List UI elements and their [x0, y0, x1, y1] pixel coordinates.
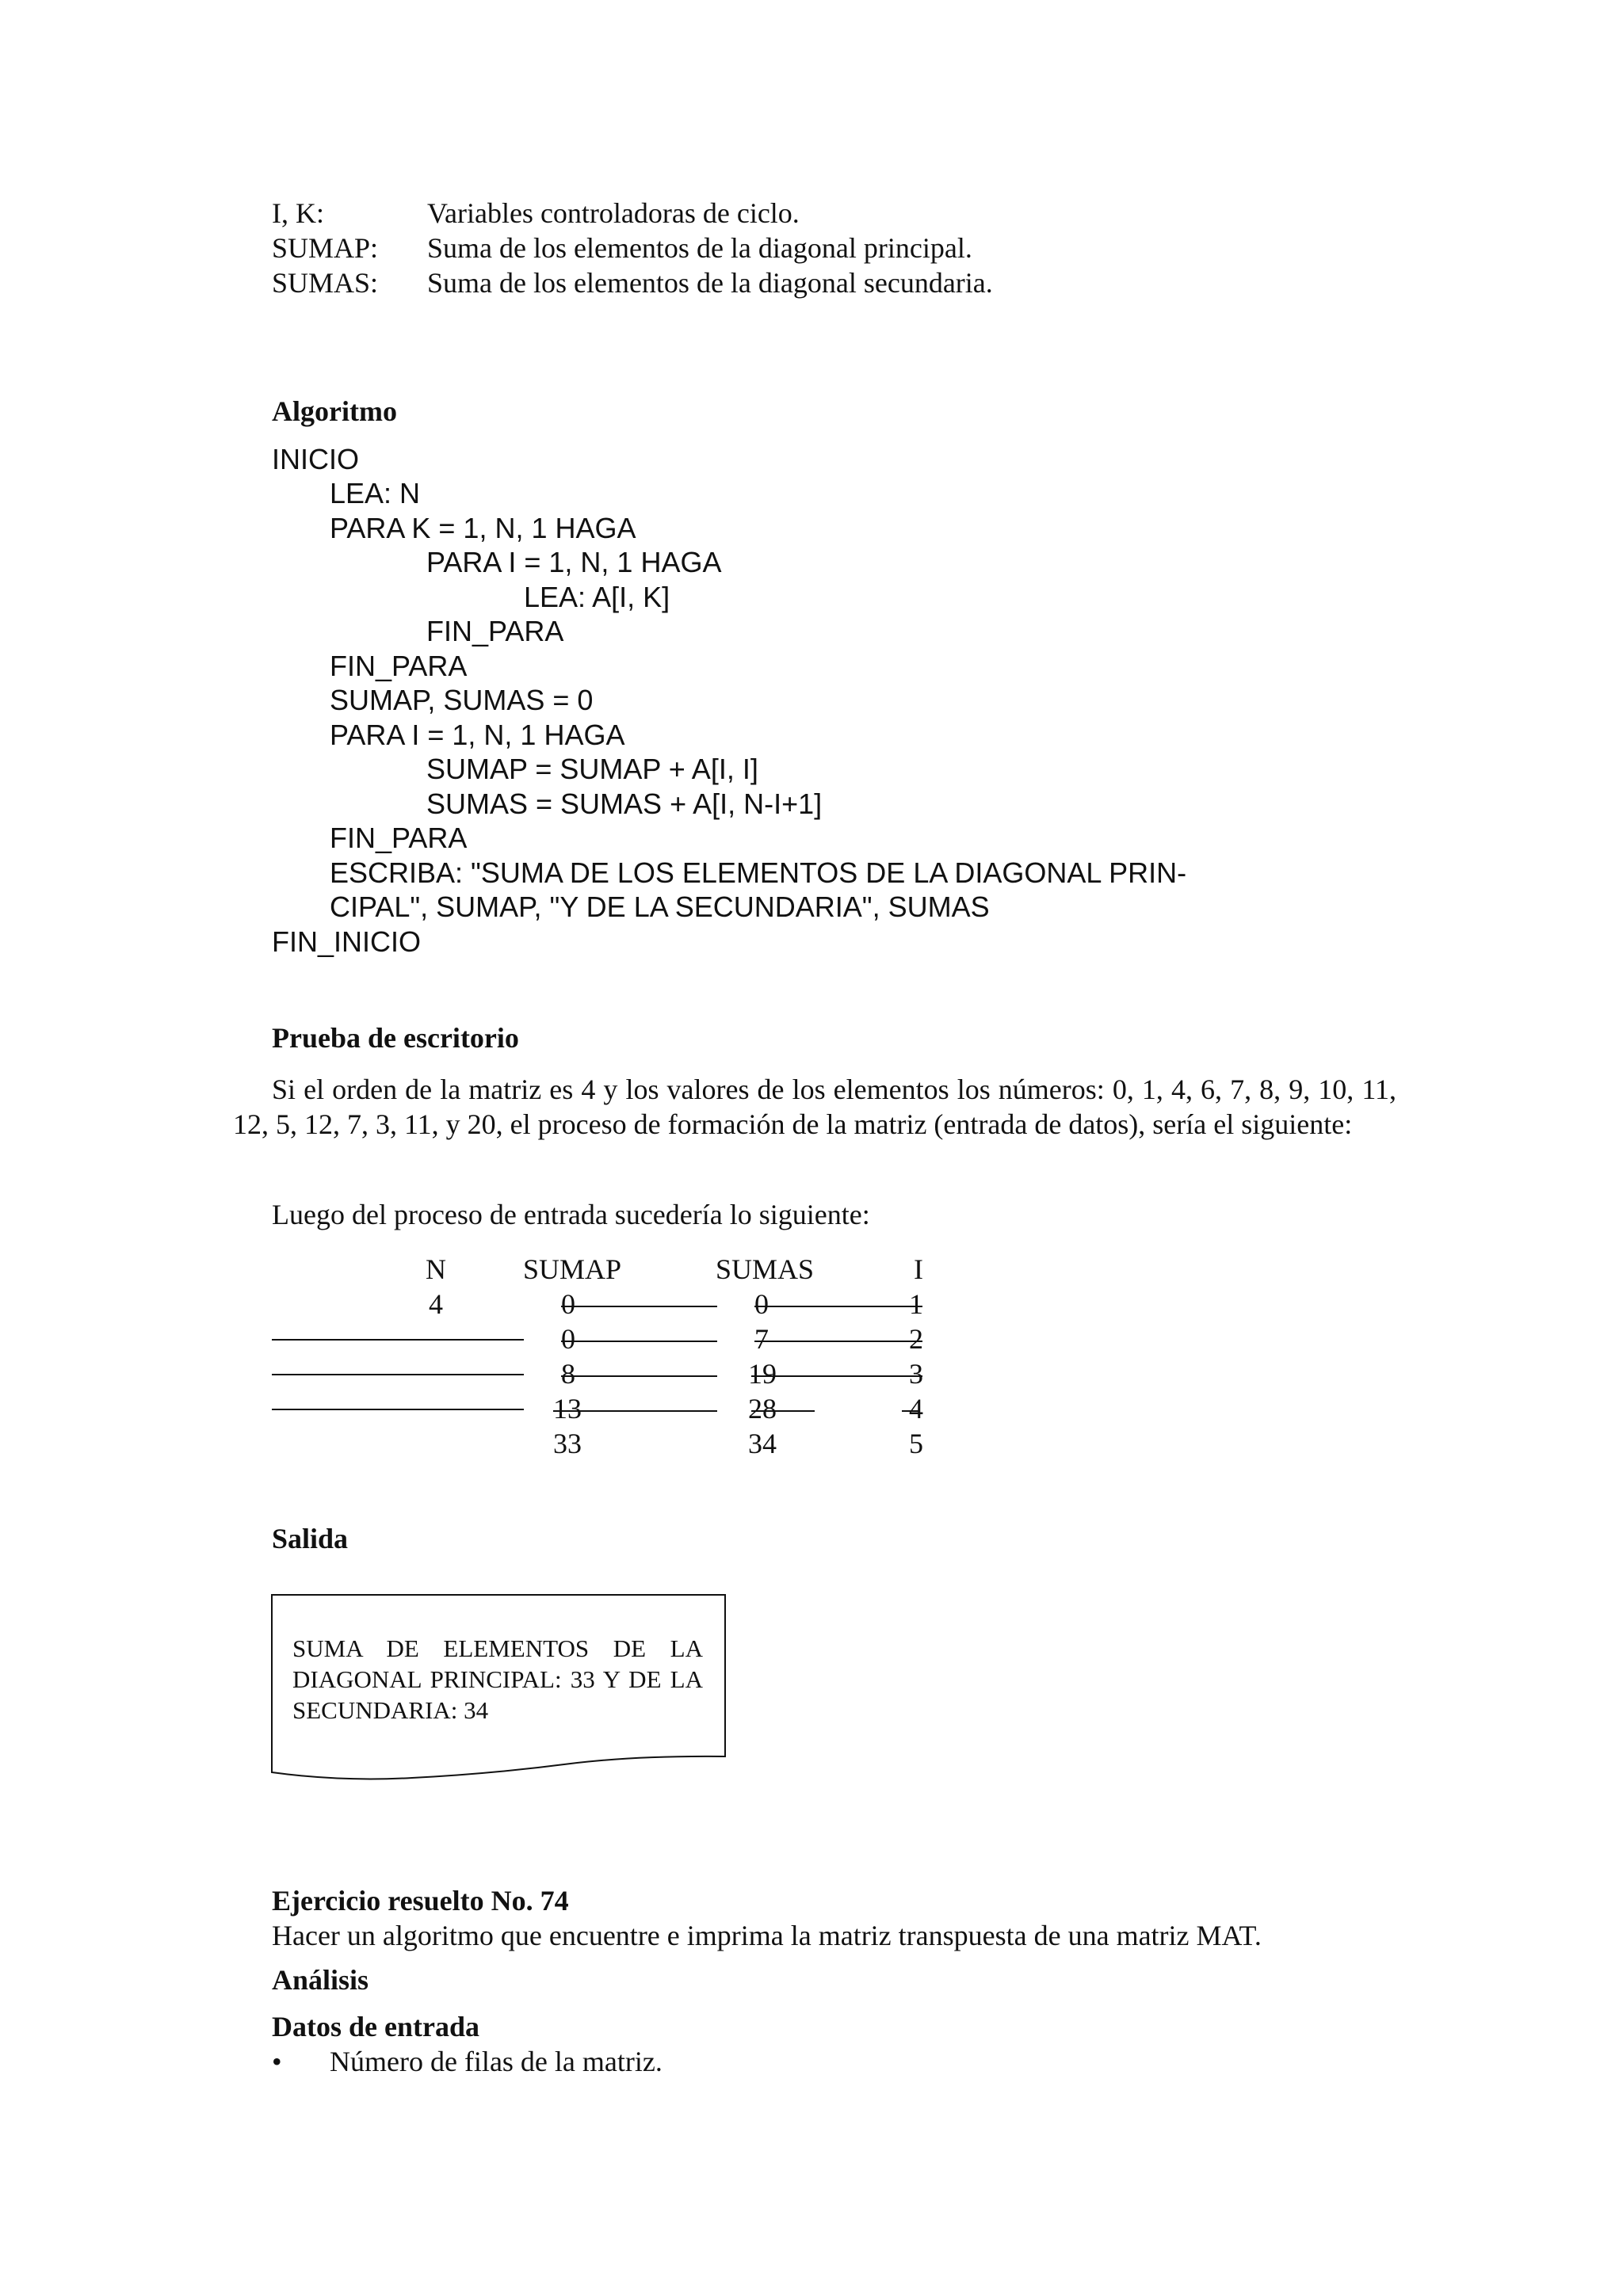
code-line: CIPAL", SUMAP, "Y DE LA SECUNDARIA", SUMAS	[330, 891, 990, 923]
variable-description: Variables controladoras de ciclo.	[427, 197, 800, 229]
column-header-i: I	[914, 1253, 923, 1285]
code-line: PARA I = 1, N, 1 HAGA	[426, 546, 722, 578]
column-header-sumap: SUMAP	[523, 1253, 622, 1285]
code-line: FIN_INICIO	[272, 925, 422, 958]
variable-description: Suma de los elementos de la diagonal secundaria.	[427, 267, 993, 299]
bullet-item: Número de filas de la matriz.	[330, 2046, 663, 2077]
cell-sumap: 13	[553, 1393, 582, 1425]
cell-sumas: 34	[748, 1428, 777, 1459]
column-header-sumas: SUMAS	[716, 1253, 815, 1285]
variable-description: Suma de los elementos de la diagonal principal.	[427, 232, 972, 264]
cell-sumap: 8	[561, 1358, 575, 1390]
code-line: FIN_PARA	[330, 822, 468, 854]
code-line: PARA I = 1, N, 1 HAGA	[330, 719, 625, 751]
code-line: ESCRIBA: "SUMA DE LOS ELEMENTOS DE LA DIAGONAL PRIN-	[330, 856, 1187, 889]
variable-name: SUMAP:	[272, 232, 379, 264]
code-line: LEA: N	[330, 477, 421, 509]
output-text: SUMA DE ELEMENTOS DE LA DIAGONAL PRINCIPAL: 33 Y DE LA SECUNDARIA: 34	[292, 1634, 703, 1724]
code-line: SUMAP, SUMAS = 0	[330, 684, 594, 716]
cell-sumas: 19	[748, 1358, 777, 1390]
cell-n: 4	[429, 1288, 443, 1320]
variable-name: SUMAS:	[272, 267, 379, 299]
cell-sumas: 7	[754, 1323, 769, 1355]
desk-check-text: Si el orden de la matriz es 4 y los valores de los elementos los números: 0, 1, 4, 6, 7, 8, 9, 10, 11, 12, 5, 12, 7, 3, 11, y 20, el proceso de formación de la matriz (entrada de datos), sería el siguiente:	[233, 1074, 1396, 1140]
column-header-n: N	[426, 1253, 446, 1285]
cell-i: 2	[909, 1323, 923, 1355]
bullet-symbol: •	[272, 2046, 282, 2077]
code-line: SUMAS = SUMAS + A[I, N-I+1]	[426, 788, 823, 820]
code-line: LEA: A[I, K]	[524, 581, 670, 613]
cell-sumas: 28	[748, 1393, 777, 1425]
code-line: PARA K = 1, N, 1 HAGA	[330, 512, 636, 544]
cell-sumap: 0	[561, 1323, 575, 1355]
output-heading: Salida	[272, 1523, 349, 1554]
cell-i: 1	[909, 1288, 923, 1320]
code-line: INICIO	[272, 443, 360, 475]
cell-sumas: 0	[754, 1288, 769, 1320]
analysis-heading: Análisis	[272, 1964, 369, 1996]
algorithm-heading: Algoritmo	[272, 395, 397, 427]
cell-i: 5	[909, 1428, 923, 1459]
input-data-heading: Datos de entrada	[272, 2011, 479, 2042]
code-line: FIN_PARA	[426, 615, 564, 647]
exercise-statement: Hacer un algoritmo que encuentre e imprima la matriz transpuesta de una matriz MAT.	[272, 1920, 1262, 1951]
variable-name: I, K:	[272, 197, 324, 229]
exercise-title: Ejercicio resuelto No. 74	[272, 1885, 569, 1917]
cell-sumap: 33	[553, 1428, 582, 1459]
cell-sumap: 0	[561, 1288, 575, 1320]
after-entry-text: Luego del proceso de entrada sucedería lo siguiente:	[272, 1199, 870, 1230]
code-line: SUMAP = SUMAP + A[I, I]	[426, 753, 758, 785]
cell-i: 3	[909, 1358, 923, 1390]
desk-check-heading: Prueba de escritorio	[272, 1022, 519, 1054]
cell-i: 4	[909, 1393, 923, 1425]
code-line: FIN_PARA	[330, 650, 468, 682]
